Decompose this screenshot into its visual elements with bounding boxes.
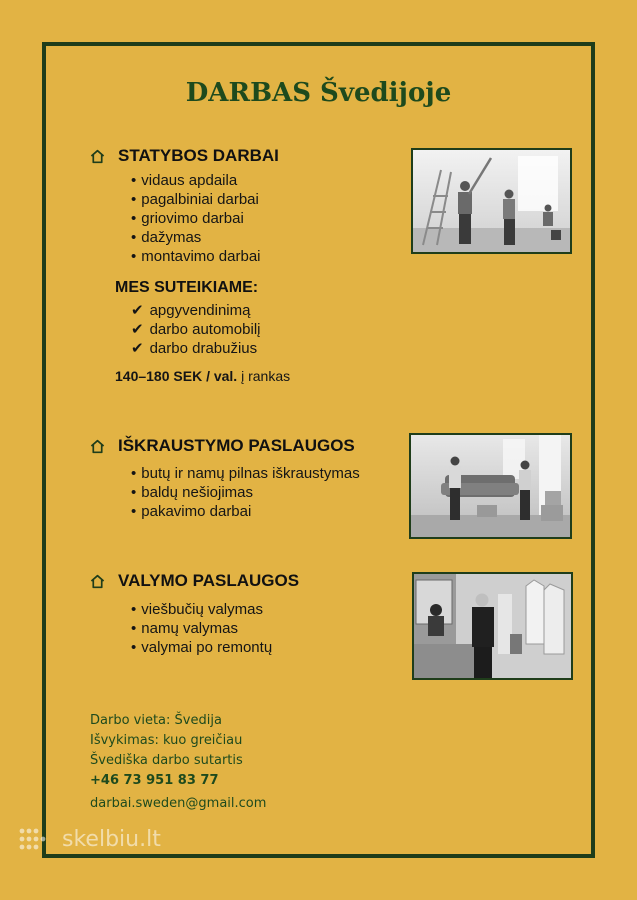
bullet-icon: • (131, 191, 137, 208)
contract-info: Švediška darbo sutartis (90, 753, 243, 768)
list-item: • namų valymas (131, 620, 238, 637)
section-construction-heading (90, 146, 279, 166)
cleaning-list (131, 600, 272, 657)
watermark (18, 826, 161, 852)
construction-photo (411, 148, 572, 254)
page-title: DARBAS Švedijoje (185, 78, 452, 108)
house-icon (90, 149, 105, 164)
moving-list (131, 464, 360, 521)
check-icon: ✔ (131, 321, 144, 338)
pay-rate-note: į rankas (241, 368, 291, 384)
check-icon: ✔ (131, 340, 144, 357)
dots-logo-icon (18, 826, 58, 852)
section-moving-title: IŠKRAUSTYMO PASLAUGOS (118, 436, 355, 455)
email-address[interactable]: darbai.sweden@gmail.com (90, 796, 267, 811)
offer-list (131, 301, 260, 358)
list-item: • vidaus apdaila (131, 172, 238, 189)
bullet-icon: • (131, 229, 137, 246)
section-cleaning-title: VALYMO PASLAUGOS (118, 571, 300, 590)
house-icon (90, 439, 105, 454)
work-location: Darbo vieta: Švedija (90, 713, 222, 728)
pay-rate (115, 368, 290, 384)
departure-info: Išvykimas: kuo greičiau (90, 733, 243, 748)
list-item: ✔ apgyvendinimą (131, 302, 251, 319)
bullet-icon: • (131, 620, 137, 637)
section-cleaning-heading (90, 571, 299, 591)
bullet-icon: • (131, 248, 137, 265)
offer-heading: MES SUTEIKIAME: (115, 279, 259, 296)
list-item: ✔ darbo drabužius (131, 340, 258, 357)
watermark-text: skelbiu.lt (62, 826, 161, 852)
cleaning-photo (412, 572, 573, 680)
bullet-icon: • (131, 465, 137, 482)
bullet-icon: • (131, 210, 137, 227)
bullet-icon: • (131, 639, 137, 656)
list-item: • baldų nešiojimas (131, 484, 253, 501)
section-construction-title: STATYBOS DARBAI (118, 146, 279, 165)
list-item: • dažymas (131, 229, 202, 246)
list-item: • valymai po remontų (131, 639, 273, 656)
list-item: • montavimo darbai (131, 248, 261, 265)
bullet-icon: • (131, 172, 137, 189)
list-item: • pakavimo darbai (131, 503, 252, 520)
list-item: • viešbučių valymas (131, 601, 263, 618)
section-moving-heading (90, 436, 355, 456)
construction-list (131, 171, 261, 266)
list-item: • griovimo darbai (131, 210, 244, 227)
house-icon (90, 574, 105, 589)
pay-rate-amount: 140–180 SEK / val. (115, 368, 238, 384)
phone-number[interactable]: +46 73 951 83 77 (90, 773, 219, 788)
bullet-icon: • (131, 503, 137, 520)
check-icon: ✔ (131, 302, 144, 319)
moving-photo (409, 433, 572, 539)
contact-info (90, 711, 266, 814)
list-item: • butų ir namų pilnas iškraustymas (131, 465, 360, 482)
list-item: ✔ darbo automobilį (131, 321, 261, 338)
bullet-icon: • (131, 484, 137, 501)
bullet-icon: • (131, 601, 137, 618)
list-item: • pagalbiniai darbai (131, 191, 259, 208)
